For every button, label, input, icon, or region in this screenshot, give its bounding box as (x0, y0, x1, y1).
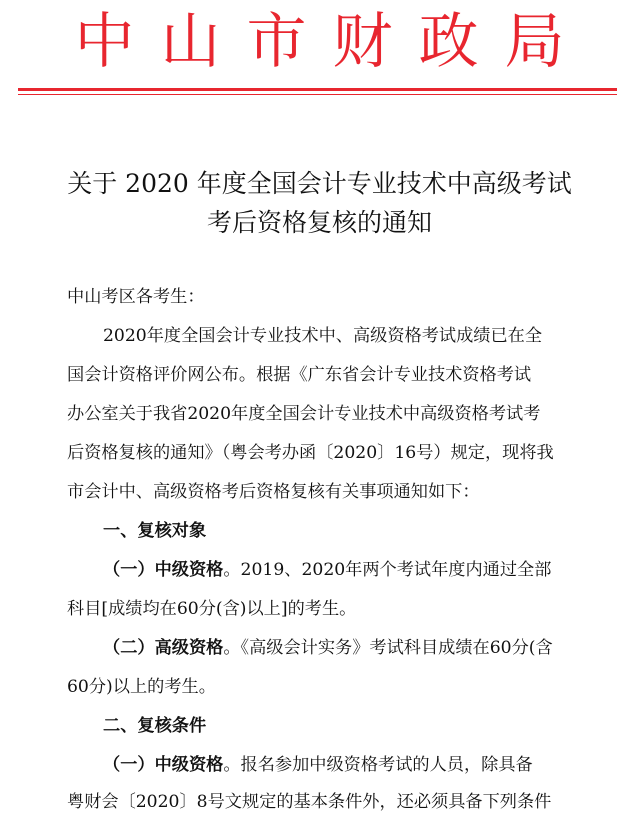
document-title-line-1: 关于 2020 年度全国会计专业技术中高级考试 (67, 169, 572, 198)
section-1-item-1-line-2: 科目[成绩均在60分(含)以上]的考生。 (67, 599, 357, 619)
section-2-heading: 二、复核条件 (103, 716, 207, 736)
document-title-line-2: 考后资格复核的通知 (206, 208, 432, 237)
intro-line-2: 国会计资格评价网公布。根据《广东省会计专业技术资格考试 (67, 365, 532, 385)
section-2-item-1-line-2: 粤财会〔2020〕8号文规定的基本条件外，还必须具备下列条件 (67, 792, 552, 812)
section-1-item-2-label: （二）高级资格 (103, 638, 224, 658)
section-1-item-1-label: （一）中级资格 (103, 560, 224, 580)
intro-line-5: 市会计中、高级资格考后资格复核有关事项通知如下： (67, 482, 480, 502)
section-2-item-1-label: （一）中级资格 (103, 755, 224, 775)
section-1-item-1-text: 。2019、2020年两个考试年度内通过全部 (223, 560, 552, 580)
intro-line-3: 办公室关于我省2020年度全国会计专业技术中高级资格考试考 (67, 404, 541, 424)
salutation: 中山考区各考生： (67, 287, 205, 307)
section-2-item-1-line-1 (103, 753, 533, 777)
section-1-heading: 一、复核对象 (103, 521, 207, 541)
intro-line-1: 2020年度全国会计专业技术中、高级资格考试成绩已在全 (103, 326, 543, 346)
masthead-rule-thin (18, 94, 617, 95)
intro-line-4: 后资格复核的通知》（粤会考办函〔2020〕16号）规定，现将我 (67, 443, 554, 463)
section-1-item-2-line-2: 60分)以上的考生。 (67, 677, 216, 697)
section-2-item-1-text: 。报名参加中级资格考试的人员，除具备 (223, 755, 533, 775)
section-1-item-1-line-1 (103, 558, 551, 582)
masthead-rule-thick (18, 88, 617, 91)
section-1-item-2-text: 。《高级会计实务》考试科目成绩在60分(含 (223, 638, 553, 658)
masthead-title: 中山市财政局 (74, 7, 591, 77)
section-1-item-2-line-1 (103, 636, 553, 660)
